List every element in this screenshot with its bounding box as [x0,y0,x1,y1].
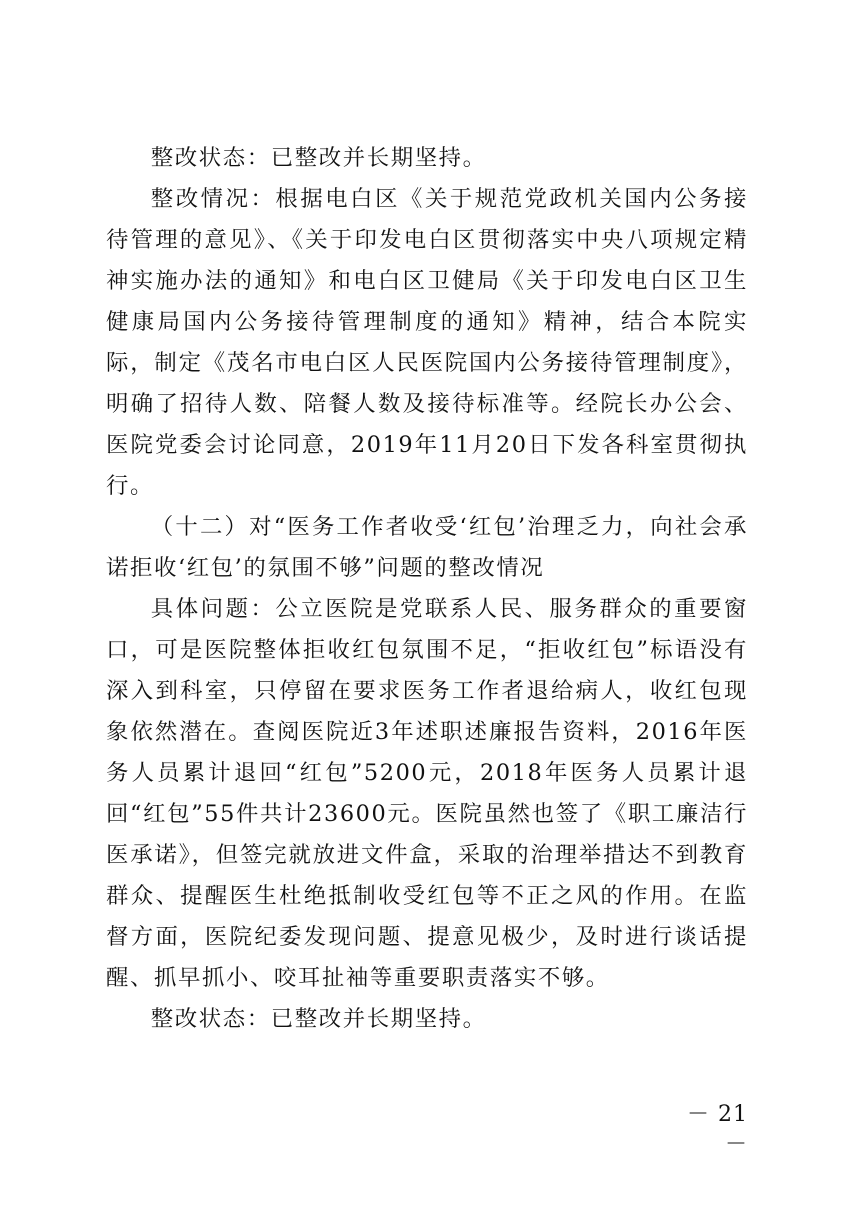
page-number: － 21 － [687,1102,748,1157]
paragraph-rectification-details: 整改情况：根据电白区《关于规范党政机关国内公务接待管理的意见》、《关于印发电白区贯彻落实中央八项规定精神实施办法的通知》和电白区卫健局《关于印发电白区卫生健康局国内公务接待管理制度的通知》精神，结合本院实际，制定《茂名市电白区人民医院国内公务接待管理制度》，明确了招待人数、陪餐人数及接待标准等。经院长办公会、医院党委会讨论同意，2019年11月20日下发各科室贯彻执行。 [106,186,748,499]
paragraph-status-2: 整改状态：已整改并长期坚持。 [150,1006,487,1032]
paragraph-specific-problem: 具体问题：公立医院是党联系人民、服务群众的重要窗口，可是医院整体拒收红包氛围不足，“拒收红包”标语没有深入到科室，只停留在要求医务工作者退给病人，收红包现象依然潜在。查阅医院近3年述职述廉报告资料，2016年医务人员累计退回“红包”5200元，2018年医务人员累计退回“红包”55件共计23600元。医院虽然也签了《职工廉洁行医承诺》，但签完就放进文件盒，采取的治理举措达不到教育群众、提醒医生杜绝抵制收受红包等不正之风的作用。在监督方面，医院纪委发现问题、提意见极少，及时进行谈话提醒、抓早抓小、咬耳扯袖等重要职责落实不够。 [106,596,748,991]
paragraph-section-heading: （十二）对“医务工作者收受‘红包’治理乏力，向社会承诺拒收‘红包’的氛围不够”问题的整改情况 [106,514,748,581]
paragraph-status-1: 整改状态：已整改并长期坚持。 [150,145,487,171]
document-body [106,138,748,1040]
